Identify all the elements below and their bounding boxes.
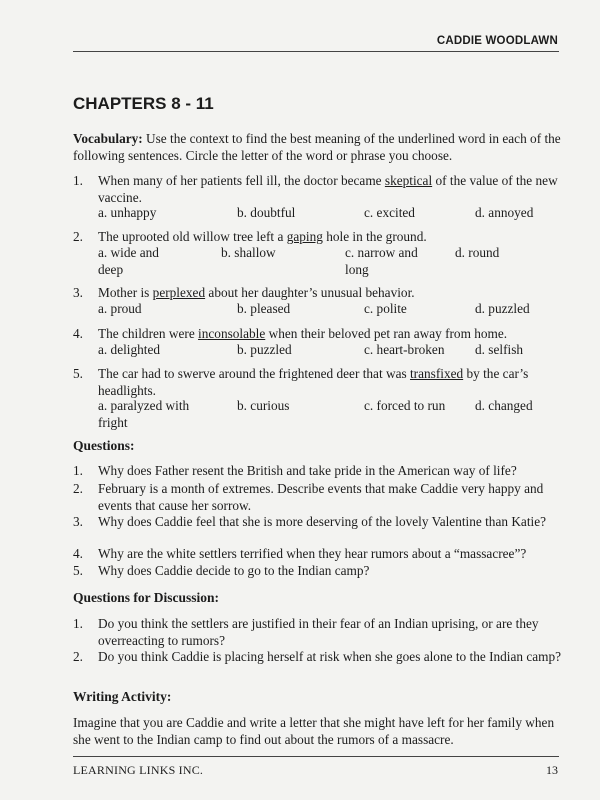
discussion-text: Do you think Caddie is placing herself at risk when she goes alone to the Indian camp? bbox=[98, 649, 562, 664]
sentence-text: when their beloved pet ran away from home. bbox=[265, 326, 508, 341]
publisher-name: LEARNING LINKS INC. bbox=[73, 763, 204, 777]
sentence-text: Mother is bbox=[98, 285, 153, 300]
underlined-word: skeptical bbox=[384, 173, 433, 188]
discussion-number: 1. bbox=[73, 616, 83, 631]
page-number: 13 bbox=[546, 763, 558, 777]
vocab-item-sentence bbox=[98, 326, 564, 343]
question-text: Why are the white settlers terrified when they hear rumors about a “massacree”? bbox=[98, 546, 527, 561]
discussion-text: Do you think the settlers are justified in their fear of an Indian uprising, or are they overreacting to rumors? bbox=[98, 616, 539, 648]
vocab-item-sentence bbox=[98, 229, 564, 246]
vocab-option-a: a. delighted bbox=[98, 342, 161, 357]
vocab-option-d: d. changed bbox=[475, 398, 533, 413]
vocabulary-label: Vocabulary: bbox=[73, 131, 143, 146]
vocab-options bbox=[73, 205, 561, 225]
vocab-option-d: d. round bbox=[455, 245, 500, 260]
vocabulary-instructions bbox=[73, 131, 561, 164]
vocab-options bbox=[73, 342, 561, 362]
discussion-heading: Questions for Discussion: bbox=[73, 590, 220, 605]
question-text: Why does Caddie feel that she is more deserving of the lovely Valentine than Katie? bbox=[98, 514, 547, 529]
vocab-option-a: a. paralyzed with fright bbox=[98, 398, 190, 430]
vocab-option-b: b. shallow bbox=[221, 245, 276, 260]
sentence-text: The car had to swerve around the frightened deer that was bbox=[98, 366, 410, 381]
vocab-option-b: b. curious bbox=[237, 398, 290, 413]
discussion-item bbox=[73, 616, 561, 650]
sentence-text: When many of her patients fell ill, the doctor became bbox=[98, 173, 385, 188]
underlined-word: transfixed bbox=[409, 366, 464, 381]
sentence-text: about her daughter’s unusual behavior. bbox=[205, 285, 415, 300]
vocab-option-c: c. forced to run bbox=[364, 398, 446, 413]
vocab-item bbox=[73, 366, 561, 400]
vocab-option-d: d. puzzled bbox=[475, 301, 530, 316]
vocab-item-sentence bbox=[98, 285, 564, 302]
vocab-item-number: 1. bbox=[73, 173, 83, 188]
vocab-item-sentence bbox=[98, 173, 564, 206]
vocab-option-c: c. heart-broken bbox=[364, 342, 445, 357]
question-item bbox=[73, 514, 561, 548]
vocabulary-instructions-text: Use the context to find the best meaning of the underlined word in each of the following sentences. Circle the letter of the word or phrase you choose. bbox=[73, 131, 561, 163]
questions-heading: Questions: bbox=[73, 438, 135, 453]
question-item bbox=[73, 546, 561, 564]
vocab-option-b: b. puzzled bbox=[237, 342, 292, 357]
vocab-option-c: c. polite bbox=[364, 301, 407, 316]
vocab-options bbox=[73, 301, 561, 321]
question-text: Why does Caddie decide to go to the Indian camp? bbox=[98, 563, 370, 578]
sentence-text: The uprooted old willow tree left a bbox=[98, 229, 287, 244]
vocab-item-number: 2. bbox=[73, 229, 83, 244]
running-header-title: CADDIE WOODLAWN bbox=[436, 35, 558, 47]
underlined-word: perplexed bbox=[152, 285, 206, 300]
vocab-option-d: d. selfish bbox=[475, 342, 524, 357]
footer-rule bbox=[73, 756, 559, 757]
vocab-item-number: 4. bbox=[73, 326, 83, 341]
sentence-text: by the car’s headlights. bbox=[98, 366, 529, 398]
vocab-option-b: b. doubtful bbox=[237, 205, 296, 220]
question-number: 5. bbox=[73, 563, 83, 578]
question-number: 1. bbox=[73, 463, 83, 478]
question-item bbox=[73, 563, 561, 581]
vocab-option-a: a. unhappy bbox=[98, 205, 157, 220]
writing-activity-text: Imagine that you are Caddie and write a letter that she might have left for her family when she went to the Indian camp to find out about the rumors of a massacre. bbox=[73, 715, 555, 747]
vocab-options bbox=[73, 398, 561, 434]
sentence-text: of the value of the new vaccine. bbox=[98, 173, 558, 205]
question-number: 2. bbox=[73, 481, 83, 496]
vocab-item-sentence bbox=[98, 366, 564, 399]
vocab-option-c: c. narrow and long bbox=[345, 245, 418, 277]
question-item bbox=[73, 481, 561, 515]
vocab-option-a: a. proud bbox=[98, 301, 142, 316]
vocab-item-number: 3. bbox=[73, 285, 83, 300]
chapter-title: CHAPTERS 8 - 11 bbox=[73, 94, 214, 113]
vocab-options bbox=[73, 245, 561, 281]
header-rule bbox=[73, 51, 559, 52]
question-text: February is a month of extremes. Describe events that make Caddie very happy and events that cause her sorrow. bbox=[98, 481, 544, 513]
question-text: Why does Father resent the British and take pride in the American way of life? bbox=[98, 463, 517, 478]
question-item bbox=[73, 463, 561, 481]
vocab-option-c: c. excited bbox=[364, 205, 415, 220]
underlined-word: gaping bbox=[286, 229, 323, 244]
question-number: 4. bbox=[73, 546, 83, 561]
vocab-option-a: a. wide and deep bbox=[98, 245, 159, 277]
writing-activity-heading: Writing Activity: bbox=[73, 689, 172, 704]
underlined-word: inconsolable bbox=[198, 326, 266, 341]
vocab-item-number: 5. bbox=[73, 366, 83, 381]
discussion-item bbox=[73, 649, 561, 683]
sentence-text: hole in the ground. bbox=[322, 229, 427, 244]
vocab-option-d: d. annoyed bbox=[475, 205, 534, 220]
question-number: 3. bbox=[73, 514, 83, 529]
vocab-option-b: b. pleased bbox=[237, 301, 291, 316]
discussion-number: 2. bbox=[73, 649, 83, 664]
sentence-text: The children were bbox=[98, 326, 199, 341]
